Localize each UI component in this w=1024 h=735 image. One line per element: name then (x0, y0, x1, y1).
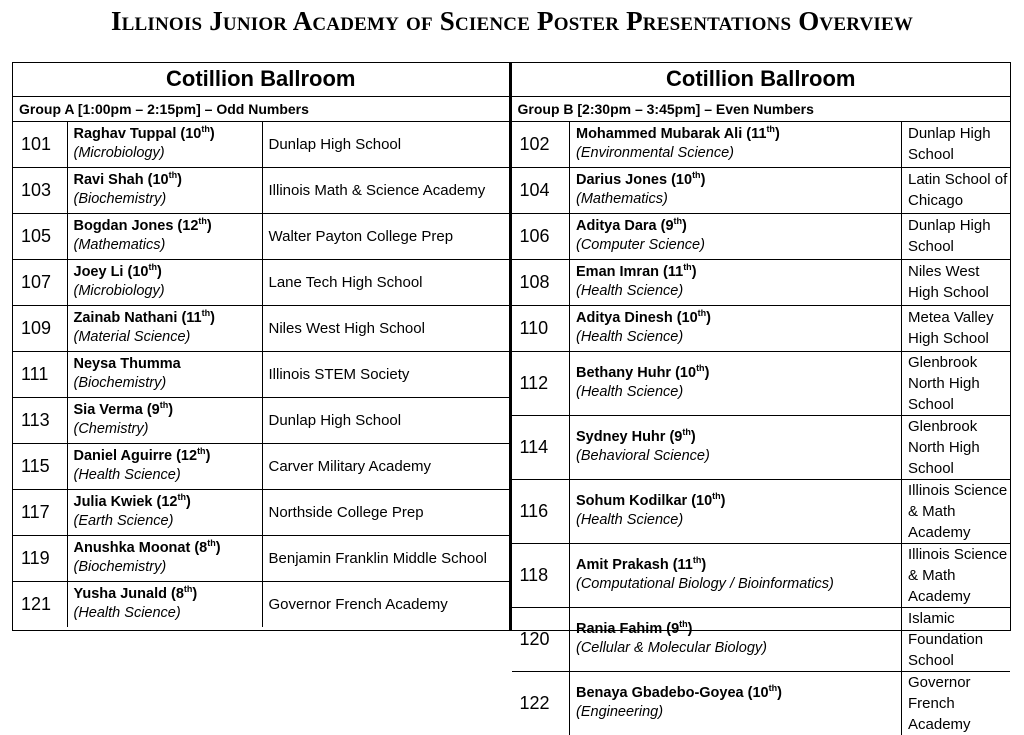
subject: (Health Science) (576, 283, 684, 299)
poster-number: 118 (512, 543, 570, 607)
school-name: Illinois Math & Science Academy (262, 167, 509, 213)
subject: (Health Science) (576, 512, 684, 528)
subject: (Engineering) (576, 704, 664, 720)
grade-suffix: th (177, 492, 186, 502)
table-row (13, 259, 509, 305)
school-name: Northside College Prep (262, 489, 509, 535)
student-name (74, 171, 262, 190)
table-row (512, 121, 1011, 167)
student-name (576, 620, 901, 639)
group-heading: Group A [1:00pm – 2:15pm] – Odd Numbers (13, 96, 509, 121)
student-name-text: Amit Prakash (11 (576, 557, 693, 573)
poster-number: 101 (13, 121, 67, 167)
student-cell (570, 213, 902, 259)
grade-close: ) (701, 557, 707, 573)
subject: (Cellular & Molecular Biology) (576, 640, 767, 656)
student-name (74, 217, 262, 236)
student-name (576, 125, 901, 144)
poster-number: 109 (13, 305, 67, 351)
poster-number: 115 (13, 443, 67, 489)
student-name (74, 263, 262, 282)
subject: (Computational Biology / Bioinformatics) (576, 576, 834, 592)
student-name-text: Rania Fahim (9 (576, 621, 680, 637)
table-row (13, 535, 509, 581)
school-name: Carver Military Academy (262, 443, 509, 489)
student-name (74, 539, 262, 558)
grade-close: ) (210, 310, 215, 326)
table-row (512, 415, 1011, 479)
table-row (512, 607, 1011, 671)
student-cell (570, 259, 902, 305)
subject: (Biochemistry) (73, 375, 167, 391)
grade-suffix: th (673, 216, 683, 226)
grade-suffix: th (207, 538, 216, 548)
grade-close: ) (704, 365, 710, 381)
school-name: Lane Tech High School (262, 259, 509, 305)
table-row (13, 489, 509, 535)
student-name-text: Eman Imran (11 (576, 264, 684, 280)
grade-suffix: th (692, 555, 702, 565)
table-row (512, 167, 1011, 213)
grade-close: ) (720, 493, 726, 509)
student-name-text: Mohammed Mubarak Ali (11 (576, 126, 767, 142)
grade-suffix: th (168, 170, 178, 180)
student-cell (570, 607, 902, 671)
school-name: Dunlap High School (262, 397, 509, 443)
subject: (Computer Science) (576, 237, 705, 253)
student-name-text: Raghav Tuppal (10 (73, 126, 202, 142)
grade-close: ) (185, 494, 191, 510)
grade-suffix: th (696, 363, 705, 373)
grade-close: ) (774, 126, 780, 142)
student-name (576, 556, 901, 575)
subject: (Material Science) (73, 329, 191, 345)
student-name-text: Bogdan Jones (12 (73, 218, 199, 234)
student-name (74, 493, 262, 512)
poster-number: 112 (512, 351, 570, 415)
grade-close: ) (215, 540, 221, 556)
subject: (Earth Science) (73, 513, 174, 529)
student-name-text: Zainab Nathani (11 (73, 310, 202, 326)
grade-suffix: th (692, 170, 701, 180)
group-a-panel (13, 63, 512, 630)
student-cell (67, 535, 262, 581)
group-heading: Group B [2:30pm – 3:45pm] – Even Numbers (512, 96, 1011, 121)
grade-suffix: th (766, 124, 775, 134)
student-cell (570, 305, 902, 351)
school-name: Dunlap High School (262, 121, 509, 167)
subject: (Health Science) (576, 329, 684, 345)
poster-number: 107 (13, 259, 67, 305)
school-name: Niles West High School (902, 259, 1011, 305)
student-name (576, 171, 901, 190)
student-name (576, 263, 901, 282)
school-name: Illinois Science & Math Academy (902, 543, 1011, 607)
student-name-text: Yusha Junald (8 (73, 586, 184, 603)
school-name: Dunlap High School (902, 213, 1011, 259)
student-name-text: Anushka Moonat (8 (73, 540, 208, 556)
school-name: Glenbrook North High School (902, 415, 1011, 479)
school-name: Glenbrook North High School (902, 351, 1011, 415)
table-row (512, 671, 1011, 735)
grade-suffix: th (768, 683, 778, 693)
poster-number: 122 (512, 671, 570, 735)
student-name-text: Sydney Huhr (9 (576, 429, 683, 445)
student-cell (570, 121, 902, 167)
school-name: Governor French Academy (262, 581, 509, 627)
subject: (Biochemistry) (73, 559, 167, 575)
grade-close: ) (177, 172, 182, 188)
poster-number: 106 (512, 213, 570, 259)
grade-suffix: th (197, 446, 206, 456)
table-row (13, 397, 509, 443)
table-row (512, 351, 1011, 415)
poster-number: 102 (512, 121, 570, 167)
poster-number: 103 (13, 167, 67, 213)
group-table (13, 63, 509, 627)
grade-close: ) (691, 264, 697, 280)
group-b-panel (512, 63, 1011, 733)
student-cell (67, 213, 262, 259)
subject: (Biochemistry) (73, 191, 167, 207)
school-name: Illinois Science & Math Academy (902, 479, 1011, 543)
grade-close: ) (205, 448, 211, 464)
schedule-table (12, 62, 1011, 733)
school-name: Niles West High School (262, 305, 509, 351)
table-row (13, 167, 509, 213)
table-row (13, 443, 509, 489)
school-name: Metea Valley High School (902, 305, 1011, 351)
poster-number: 104 (512, 167, 570, 213)
student-name (74, 309, 262, 328)
student-cell (67, 121, 262, 167)
student-name (74, 401, 262, 420)
student-cell (67, 581, 262, 627)
grade-suffix: th (183, 584, 193, 595)
student-name-text: Aditya Dinesh (10 (576, 310, 698, 326)
subject: (Mathematics) (576, 191, 668, 207)
student-name-text: Sohum Kodilkar (10 (576, 493, 713, 509)
student-name-text: Darius Jones (10 (576, 172, 693, 188)
student-cell (67, 489, 262, 535)
student-cell (67, 167, 262, 213)
poster-number: 119 (13, 535, 67, 581)
student-name (74, 355, 262, 374)
student-name-text: Julia Kwiek (12 (73, 494, 178, 510)
grade-close: ) (192, 586, 198, 603)
grade-close: ) (168, 402, 174, 418)
table-row (512, 259, 1011, 305)
student-cell (570, 351, 902, 415)
table-row (512, 479, 1011, 543)
table-row (512, 543, 1011, 607)
grade-suffix: th (683, 262, 692, 272)
poster-number: 117 (13, 489, 67, 535)
grade-suffix: th (679, 619, 688, 629)
student-cell (570, 543, 902, 607)
grade-suffix: th (201, 124, 210, 134)
table-row (13, 581, 509, 627)
poster-number: 111 (13, 351, 67, 397)
poster-number: 121 (13, 581, 67, 627)
subject: (Environmental Science) (576, 145, 734, 161)
table-row (13, 305, 509, 351)
table-row (13, 121, 509, 167)
subject: (Health Science) (73, 605, 181, 622)
grade-close: ) (209, 126, 215, 142)
student-name-text: Joey Li (10 (73, 264, 149, 280)
student-name (576, 684, 901, 703)
subject: (Health Science) (576, 384, 684, 400)
table-row (512, 305, 1011, 351)
student-cell (570, 415, 902, 479)
poster-number: 114 (512, 415, 570, 479)
table-row (512, 213, 1011, 259)
school-name: Islamic Foundation School (902, 607, 1011, 671)
subject: (Behavioral Science) (576, 448, 710, 464)
group-table (512, 63, 1011, 735)
student-name-text: Ravi Shah (10 (73, 172, 169, 188)
grade-close: ) (687, 621, 693, 637)
student-cell (67, 259, 262, 305)
school-name: Latin School of Chicago (902, 167, 1011, 213)
student-name (74, 125, 262, 144)
student-cell (67, 351, 262, 397)
student-name (576, 217, 901, 236)
subject: (Mathematics) (73, 237, 166, 253)
poster-number: 113 (13, 397, 67, 443)
grade-suffix: th (682, 427, 691, 437)
hall-heading: Cotillion Ballroom (13, 63, 509, 96)
table-row (13, 213, 509, 259)
grade-suffix: th (201, 308, 211, 318)
grade-suffix: th (697, 308, 707, 318)
school-name: Benjamin Franklin Middle School (262, 535, 509, 581)
student-name-text: Neysa Thumma (73, 356, 181, 372)
page-title: Illinois Junior Academy of Science Poster Presentations Overview (110, 6, 914, 36)
student-name (576, 428, 901, 447)
hall-heading: Cotillion Ballroom (512, 63, 1011, 96)
subject: (Chemistry) (73, 421, 149, 437)
subject: (Microbiology) (73, 145, 165, 161)
school-name: Walter Payton College Prep (262, 213, 509, 259)
student-name-text: Aditya Dara (9 (576, 218, 674, 234)
student-name (74, 585, 262, 604)
student-name (576, 364, 901, 383)
grade-suffix: th (198, 216, 207, 226)
school-name: Illinois STEM Society (262, 351, 509, 397)
student-name (576, 492, 901, 511)
student-name-text: Daniel Aguirre (12 (73, 448, 198, 464)
poster-number: 110 (512, 305, 570, 351)
subject: (Health Science) (73, 467, 181, 483)
grade-close: ) (706, 310, 712, 326)
student-name-text: Bethany Huhr (10 (576, 365, 697, 381)
grade-suffix: th (712, 491, 721, 501)
student-cell (570, 479, 902, 543)
grade-close: ) (777, 685, 782, 701)
student-name (74, 447, 262, 466)
student-cell (570, 671, 902, 735)
table-row (13, 351, 509, 397)
grade-suffix: th (148, 262, 157, 272)
subject: (Microbiology) (73, 283, 165, 299)
student-cell (67, 397, 262, 443)
poster-number: 120 (512, 607, 570, 671)
poster-number: 108 (512, 259, 570, 305)
student-name-text: Benaya Gbadebo-Goyea (10 (576, 685, 769, 701)
student-cell (67, 305, 262, 351)
student-cell (570, 167, 902, 213)
grade-suffix: th (159, 400, 169, 410)
grade-close: ) (682, 218, 687, 234)
student-name (576, 309, 901, 328)
student-cell (67, 443, 262, 489)
grade-close: ) (700, 172, 706, 188)
poster-number: 116 (512, 479, 570, 543)
school-name: Dunlap High School (902, 121, 1011, 167)
student-name-text: Sia Verma (9 (73, 402, 160, 418)
grade-close: ) (156, 264, 162, 280)
school-name: Governor French Academy (902, 671, 1011, 735)
grade-close: ) (690, 429, 696, 445)
grade-close: ) (206, 218, 212, 234)
poster-number: 105 (13, 213, 67, 259)
